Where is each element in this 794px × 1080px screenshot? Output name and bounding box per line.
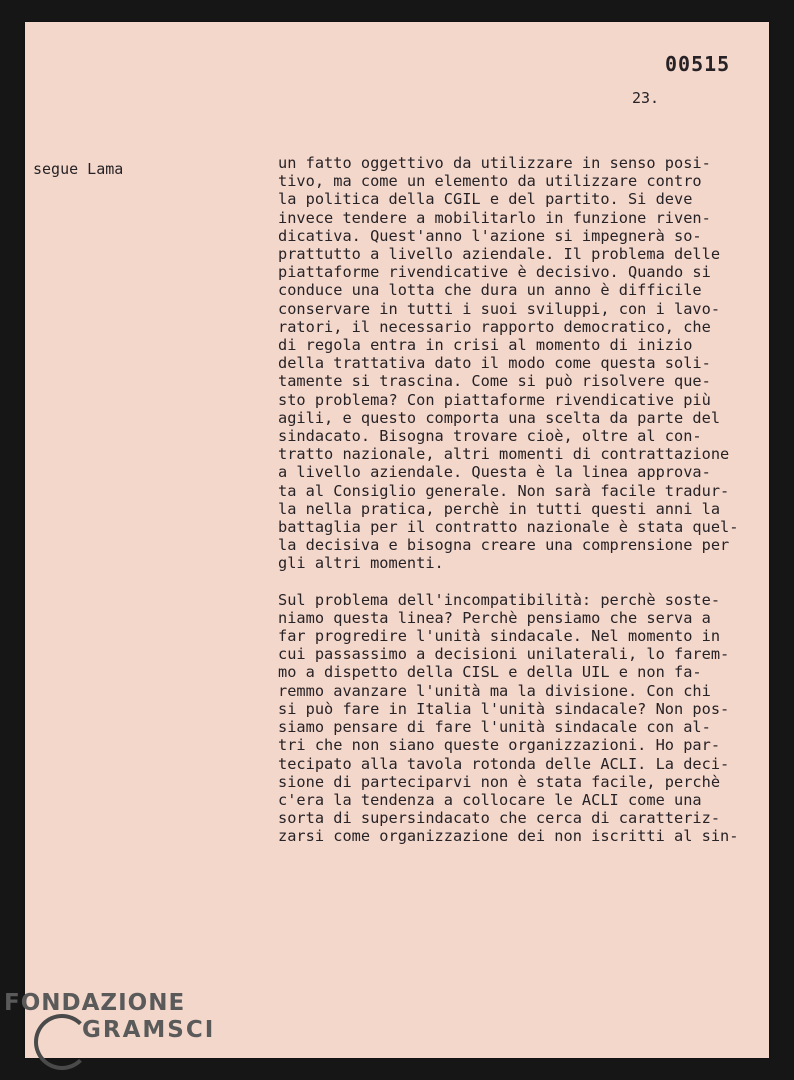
watermark-line1: FONDAZIONE — [4, 990, 186, 1016]
text-line: si può fare in Italia l'unità sindacale? Non pos- — [278, 699, 730, 718]
text-line: prattutto a livello aziendale. Il problema delle — [278, 245, 721, 264]
text-line: la politica della CGIL e del partito. Si deve — [278, 190, 693, 209]
text-line: conservare in tutti i suoi sviluppi, con i lavo- — [278, 299, 721, 318]
text-line: la decisiva e bisogna creare una comprensione per — [278, 536, 730, 555]
text-line: tratto nazionale, altri momenti di contrattazione — [278, 445, 730, 464]
text-line: piattaforme rivendicative è decisivo. Quando si — [278, 263, 711, 282]
text-line: sto problema? Con piattaforme rivendicative più — [278, 390, 711, 409]
document-page — [25, 22, 769, 1058]
text-line: sione di parteciparvi non è stata facile, perchè — [278, 772, 721, 791]
text-line: zarsi come organizzazione dei non iscritti al sin- — [278, 827, 739, 846]
text-line: tecipato alla tavola rotonda delle ACLI. La deci- — [278, 754, 730, 773]
text-line: sorta di supersindacato che cerca di caratteriz- — [278, 809, 721, 828]
text-line: cui passassimo a decisioni unilaterali, lo farem- — [278, 645, 730, 664]
text-line: a livello aziendale. Questa è la linea approva- — [278, 463, 711, 482]
text-line: tivo, ma come un elemento da utilizzare contro — [278, 172, 702, 191]
text-line: la nella pratica, perchè in tutti questi anni la — [278, 499, 721, 518]
text-line: far progredire l'unità sindacale. Nel momento in — [278, 627, 721, 646]
text-line: tri che non siano queste organizzazioni. Ho par- — [278, 736, 721, 755]
text-line: ratori, il necessario rapporto democratico, che — [278, 317, 711, 336]
text-line: gli altri momenti. — [278, 554, 444, 573]
text-line: invece tendere a mobilitarlo in funzione riven- — [278, 208, 711, 227]
text-line: battaglia per il contratto nazionale è stata quel- — [278, 518, 739, 537]
watermark-line2: GRAMSCI — [82, 1017, 216, 1043]
document-number: 00515 — [665, 52, 731, 76]
text-line: conduce una lotta che dura un anno è difficile — [278, 281, 702, 300]
text-line: un fatto oggettivo da utilizzare in senso posi- — [278, 154, 711, 172]
text-line: tamente si trascina. Come si può risolvere que- — [278, 372, 711, 391]
page-number: 23. — [632, 89, 660, 107]
paragraph-1 — [278, 154, 758, 573]
text-line: di regola entra in crisi al momento di inizio — [278, 336, 693, 355]
text-line: agili, e questo comporta una scelta da parte del — [278, 408, 721, 427]
margin-note: segue Lama — [33, 160, 124, 178]
text-line: dicativa. Quest'anno l'azione si impegnerà so- — [278, 226, 702, 245]
text-line: sindacato. Bisogna trovare cioè, oltre al con- — [278, 427, 702, 446]
watermark — [4, 992, 215, 1042]
text-line: c'era la tendenza a collocare le ACLI come una — [278, 790, 702, 809]
paragraph-gap — [278, 573, 758, 591]
text-line: mo a dispetto della CISL e della UIL e non fa- — [278, 663, 702, 682]
text-line: siamo pensare di fare l'unità sindacale con al- — [278, 718, 711, 737]
text-line: niamo questa linea? Perchè pensiamo che serva a — [278, 608, 711, 627]
paragraph-2 — [278, 591, 758, 846]
text-line: della trattativa dato il modo come questa soli- — [278, 354, 711, 373]
text-line: ta al Consiglio generale. Non sarà facile tradur- — [278, 481, 730, 500]
body-text — [278, 154, 758, 846]
text-line: Sul problema dell'incompatibilità: perchè soste- — [278, 590, 721, 609]
text-line: remmo avanzare l'unità ma la divisione. Con chi — [278, 681, 711, 700]
